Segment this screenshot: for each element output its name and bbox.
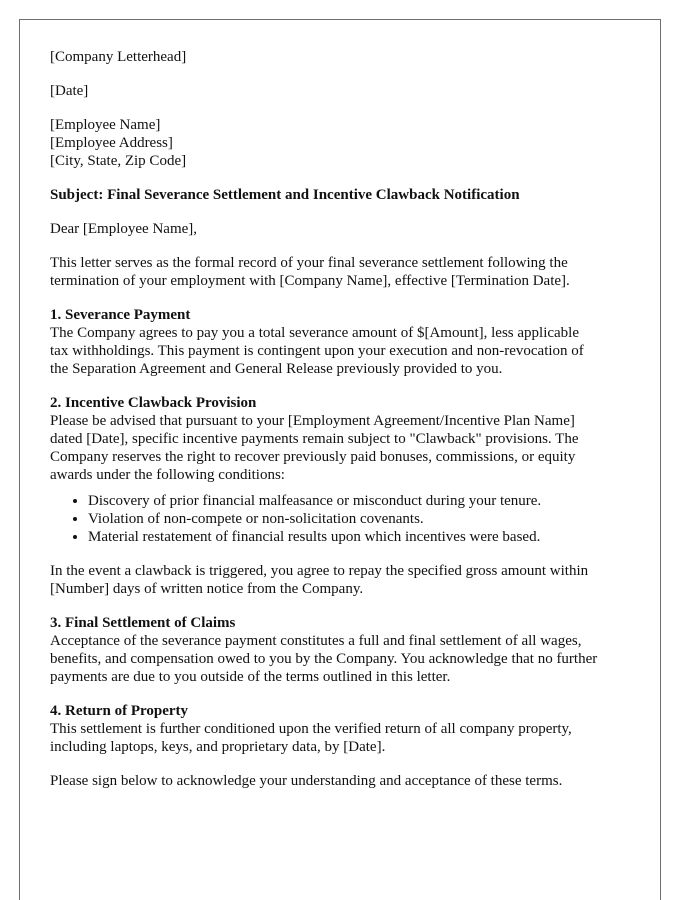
- intro-line: termination of your employment with [Company Name], effective [Termination Date].: [50, 273, 570, 289]
- subject-line: [50, 186, 640, 204]
- section-title: 4. Return of Property: [50, 703, 189, 719]
- section-line: payments are due to you outside of the terms outlined in this letter.: [50, 669, 451, 685]
- letter-page: [19, 19, 661, 900]
- list-item: • Violation of non-compete or non-solicitation covenants.: [88, 510, 640, 528]
- list-item: • Discovery of prior financial malfeasance or misconduct during your tenure.: [88, 492, 640, 510]
- letter-body: [50, 48, 640, 806]
- section-final-settlement: [50, 614, 640, 686]
- section-return-of-property: [50, 702, 640, 756]
- recipient-address-line: [Employee Address]: [50, 135, 173, 151]
- section-line: The Company agrees to pay you a total severance amount of $[Amount], less applicable: [50, 325, 579, 341]
- section-title: 1. Severance Payment: [50, 307, 191, 323]
- recipient-city-state-zip: [City, State, Zip Code]: [50, 153, 187, 169]
- section-line: This settlement is further conditioned upon the verified return of all company property,: [50, 721, 572, 737]
- list-item: • Material restatement of financial results upon which incentives were based.: [88, 528, 640, 546]
- section-line: Company reserves the right to recover previously paid bonuses, commissions, or equity: [50, 449, 576, 465]
- clawback-repayment-paragraph: [50, 562, 640, 598]
- section-title: 2. Incentive Clawback Provision: [50, 395, 257, 411]
- section-line: benefits, and compensation owed to you by the Company. You acknowledge that no further: [50, 651, 598, 667]
- section-line: In the event a clawback is triggered, you agree to repay the specified gross amount within: [50, 563, 589, 579]
- section-line: Acceptance of the severance payment constitutes a full and final settlement of all wages,: [50, 633, 582, 649]
- recipient-name: [Employee Name]: [50, 117, 161, 133]
- salutation-text: Dear [Employee Name],: [50, 221, 198, 237]
- section-line: awards under the following conditions:: [50, 467, 285, 483]
- letterhead: [50, 48, 640, 66]
- recipient-address: [50, 116, 640, 170]
- section-line: dated [Date], specific incentive payments remain subject to "Clawback" provisions. The: [50, 431, 579, 447]
- section-incentive-clawback: [50, 394, 640, 484]
- closing-paragraph: [50, 772, 640, 790]
- section-line: Please be advised that pursuant to your [Employment Agreement/Incentive Plan Name]: [50, 413, 575, 429]
- section-title: 3. Final Settlement of Claims: [50, 615, 236, 631]
- intro-line: This letter serves as the formal record of your final severance settlement following the: [50, 255, 568, 271]
- letterhead-text: [Company Letterhead]: [50, 49, 187, 65]
- section-severance-payment: [50, 306, 640, 378]
- salutation: [50, 220, 640, 238]
- subject-text: Subject: Final Severance Settlement and Incentive Clawback Notification: [50, 187, 520, 203]
- section-line: the Separation Agreement and General Release previously provided to you.: [50, 361, 503, 377]
- date-text: [Date]: [50, 83, 89, 99]
- section-line: [Number] days of written notice from the Company.: [50, 581, 364, 597]
- closing-text: Please sign below to acknowledge your understanding and acceptance of these terms.: [50, 773, 563, 789]
- letter-date: [50, 82, 640, 100]
- section-line: including laptops, keys, and proprietary data, by [Date].: [50, 739, 386, 755]
- clawback-conditions-list: [50, 492, 640, 546]
- intro-paragraph: [50, 254, 640, 290]
- section-line: tax withholdings. This payment is contingent upon your execution and non-revocation of: [50, 343, 584, 359]
